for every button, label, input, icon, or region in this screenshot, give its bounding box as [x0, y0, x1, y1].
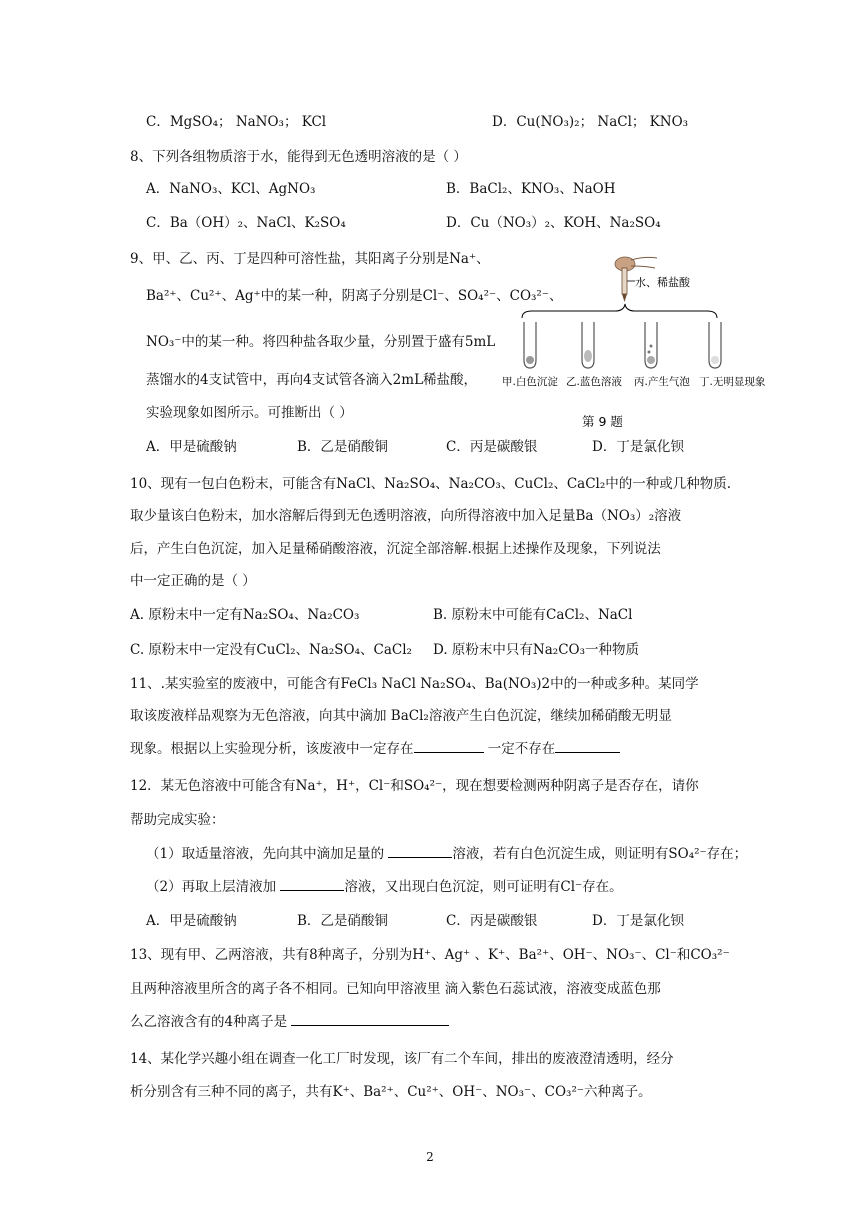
q12-line-1: 12．某无色溶液中可能含有Na⁺，H⁺，Cl⁻和SO₄²⁻，现在想要检测两种阴离子是否存在，请你	[130, 778, 699, 794]
tube-label-bing: 丙.产生气泡	[634, 376, 690, 388]
q11-answer-blank-2[interactable]	[555, 740, 620, 753]
q12-line-2: 帮助完成实验：	[130, 812, 225, 828]
q7-option-d: D．Cu(NO₃)₂； NaCl； KNO₃	[492, 114, 689, 130]
q11-line-3	[130, 740, 620, 758]
tube-label-yi: 乙.蓝色溶液	[566, 376, 622, 388]
q8-option-a: A．NaNO₃、KCl、AgNO₃	[146, 181, 316, 197]
q9-option-c: C．丙是碳酸银	[446, 439, 538, 455]
q10-line-2: 取少量该白色粉末，加水溶解后得到无色透明溶液，向所得溶液中加入足量Ba（NO₃）₂溶液	[130, 508, 682, 524]
tube-label-jia: 甲.白色沉淀	[502, 376, 558, 388]
q9-line-5: 实验现象如图所示。可推断出（ ）	[146, 405, 353, 421]
q13-line-1: 13、现有甲、乙两溶液，共有8种离子，分别为H⁺、Ag⁺ 、K⁺、Ba²⁺、OH⁻、NO₃⁻、Cl⁻和CO₃²⁻	[130, 947, 730, 963]
test-tube-yi	[582, 322, 594, 368]
q12-option-a: A．甲是硫酸钠	[146, 913, 237, 929]
q12-step-2-text-a: （2）再取上层清液加	[146, 879, 281, 895]
q11-text-b: 一定不存在	[483, 741, 556, 757]
q8-option-c: C．Ba（OH）₂、NaCl、K₂SO₄	[146, 215, 346, 231]
q7-option-c: C．MgSO₄； NaNO₃； KCl	[146, 114, 327, 130]
q10-line-1: 10、现有一包白色粉末，可能含有NaCl、Na₂SO₄、Na₂CO₃、CuCl₂、CaCl₂中的一种或几种物质.	[130, 476, 732, 492]
test-tube-ding	[709, 322, 721, 368]
q12-answer-blank-1[interactable]	[388, 845, 452, 858]
figure-caption: 第 9 题	[582, 414, 623, 429]
q9-line-2: Ba²⁺、Cu²⁺、Ag⁺中的某一种，阴离子分别是Cl⁻、SO₄²⁻、CO₃²⁻、	[146, 288, 563, 304]
q10-option-a: A. 原粉末中一定有Na₂SO₄、Na₂CO₃	[130, 607, 360, 623]
q12-step-1-text-a: （1）取适量溶液，先向其中滴加足量的	[146, 846, 389, 862]
q10-option-b: B. 原粉末中可能有CaCl₂、NaCl	[433, 607, 633, 623]
page-number: 2	[426, 1150, 434, 1164]
q13-line-3	[130, 1013, 449, 1031]
q12-option-c: C．丙是碳酸银	[446, 913, 538, 929]
q10-line-4: 中一定正确的是（ ）	[130, 573, 256, 589]
q10-line-3: 后，产生白色沉淀，加入足量稀硝酸溶液，沉淀全部溶解.根据上述操作及现象，下列说法	[130, 541, 661, 557]
q8-option-b: B．BaCl₂、KNO₃、NaOH	[446, 181, 616, 197]
q10-option-d: D. 原粉末中只有Na₂CO₃一种物质	[433, 642, 640, 658]
q11-line-1: 11、.某实验室的废液中，可能含有FeCl₃ NaCl Na₂SO₄、Ba(NO₃)2中的一种或多种。某同学	[130, 676, 699, 692]
q9-line-3: NO₃⁻中的某一种。将四种盐各取少量，分别置于盛有5mL	[146, 334, 496, 350]
q9-option-d: D．丁是氯化钡	[592, 439, 684, 455]
dropper-label: 水、稀盐酸	[635, 276, 690, 289]
test-tube-bing	[645, 322, 657, 368]
q11-answer-blank-1[interactable]	[414, 740, 484, 753]
q9-line-4: 蒸馏水的4支试管中，再向4支试管各滴入2mL稀盐酸，	[146, 372, 478, 388]
test-tube-jia	[524, 322, 536, 368]
q12-option-b: B．乙是硝酸铜	[297, 913, 388, 929]
q14-line-1: 14、某化学兴趣小组在调查一化工厂时发现，该厂有二个车间，排出的废液澄清透明，经分	[130, 1051, 674, 1067]
q12-step-1	[146, 845, 747, 863]
q12-option-d: D．丁是氯化钡	[592, 913, 684, 929]
q13-line-2: 且两种溶液里所含的离子各不相同。已知向甲溶液里 滴入紫色石蕊试液，溶液变成蓝色那	[130, 981, 661, 997]
q9-line-1: 9、甲、乙、丙、丁是四种可溶性盐，其阳离子分别是Na⁺、	[130, 251, 490, 267]
q12-step-1-text-b: 溶液，若有白色沉淀生成，则证明有SO₄²⁻存在；	[452, 846, 748, 862]
q11-text-a: 现象。根据以上实验现分析，该废液中一定存在	[130, 741, 414, 757]
tube-label-ding: 丁.无明显现象	[699, 376, 766, 388]
q12-answer-blank-2[interactable]	[280, 878, 344, 891]
q13-text: 么乙溶液含有的4种离子是	[130, 1014, 292, 1030]
q8-option-d: D．Cu（NO₃）₂、KOH、Na₂SO₄	[446, 215, 661, 231]
q12-step-2-text-b: 溶液，又出现白色沉淀，则可证明有Cl⁻存在。	[344, 879, 623, 895]
q9-option-b: B．乙是硝酸铜	[297, 439, 388, 455]
q8-stem: 8、下列各组物质溶于水，能得到无色透明溶液的是（ ）	[130, 149, 467, 165]
q12-step-2	[146, 878, 623, 896]
q14-line-2: 析分别含有三种不同的离子，共有K⁺、Ba²⁺、Cu²⁺、OH⁻、NO₃⁻、CO₃²⁻六种离子。	[130, 1084, 652, 1100]
q13-answer-blank[interactable]	[291, 1013, 449, 1026]
q10-option-c: C. 原粉末中一定没有CuCl₂、Na₂SO₄、CaCl₂	[130, 642, 412, 658]
q9-option-a: A．甲是硫酸钠	[146, 439, 237, 455]
q11-line-2: 取该废液样品观察为无色溶液，向其中滴加 BaCl₂溶液产生白色沉淀，继续加稀硝酸无明显	[130, 708, 672, 724]
q9-test-tube-figure	[497, 248, 782, 433]
